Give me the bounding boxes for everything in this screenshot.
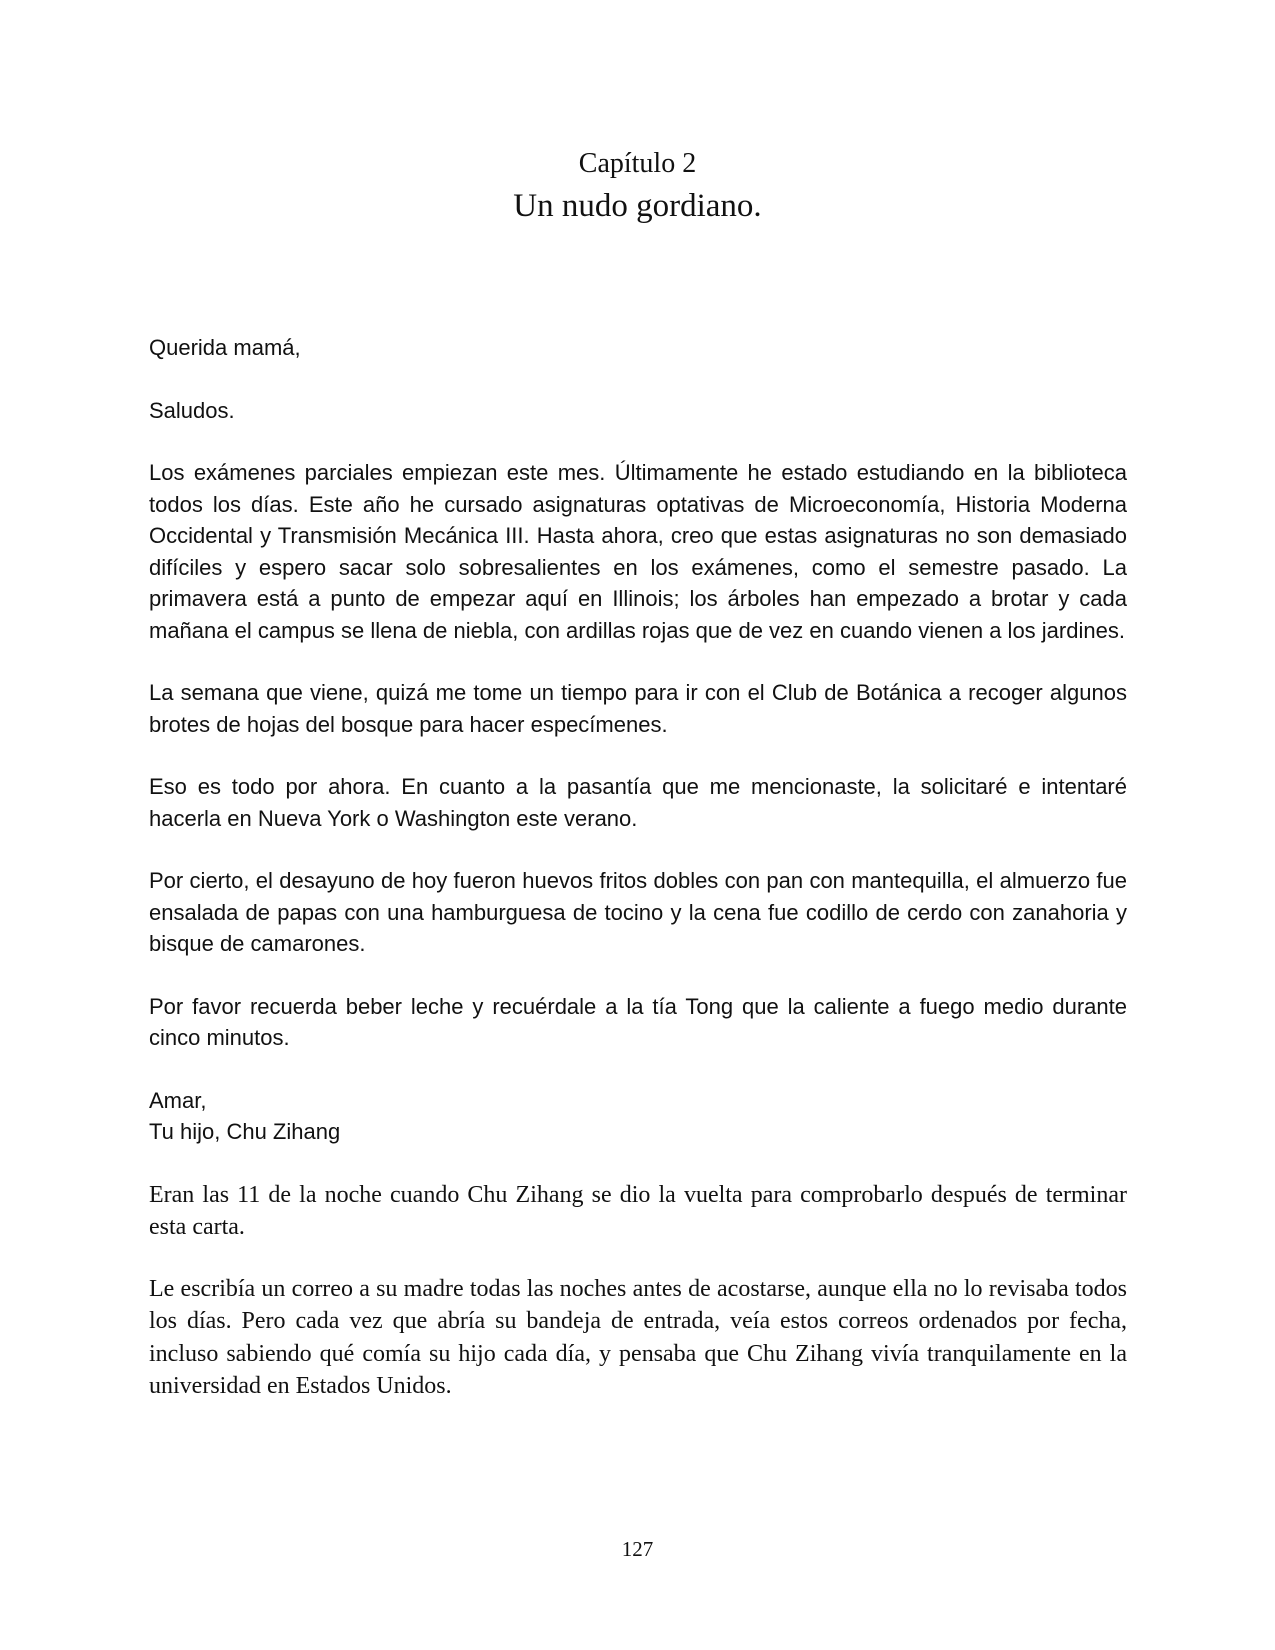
letter-closing-block [149,1085,1127,1148]
narrative-paragraph: Le escribía un correo a su madre todas las noches antes de acostarse, aunque ella no lo revisaba todos los días. Pero cada vez que abría su bandeja de entrada, veía estos correos ordenados por fecha, incluso sabiendo qué comía su hijo cada día, y pensaba que Chu Zihang vivía tranquilamente en la universidad en Estados Unidos. [149,1275,1127,1399]
letter-paragraph: Eso es todo por ahora. En cuanto a la pasantía que me mencionaste, la solicitaré e intentaré hacerla en Nueva York o Washington este verano. [149,774,1127,831]
letter-closing: Amar, [149,1087,207,1113]
page-body [149,332,1127,1432]
letter-paragraph: Por cierto, el desayuno de hoy fueron huevos fritos dobles con pan con mantequilla, el almuerzo fue ensalada de papas con una hamburguesa de tocino y la cena fue codillo de cerdo con zanahoria y bisque de camarones. [149,868,1127,956]
letter [149,332,1127,1148]
letter-greeting: Querida mamá, [149,335,301,360]
letter-salutation: Saludos. [149,397,235,423]
letter-paragraph: Los exámenes parciales empiezan este mes. Últimamente he estado estudiando en la biblioteca todos los días. Este año he cursado asignaturas optativas de Microeconomía, Historia Moderna Occidental y Transmisión Mecánica III. Hasta ahora, creo que estas asignaturas no son demasiado difíciles y espero sacar solo sobresalientes en los exámenes, como el semestre pasado. La primavera está a punto de empezar aquí en Illinois; los árboles han empezado a brotar y cada mañana el campus se llena de niebla, con ardillas rojas que de vez en cuando vienen a los jardines. [149,460,1127,643]
letter-paragraph: La semana que viene, quizá me tome un tiempo para ir con el Club de Botánica a recoger algunos brotes de hojas del bosque para hacer especímenes. [149,680,1127,737]
page-number: 127 [621,1537,654,1561]
chapter-number: Capítulo 2 [578,148,697,179]
chapter-title: Un nudo gordiano. [513,188,762,224]
letter-signature: Tu hijo, Chu Zihang [149,1119,341,1144]
letter-paragraph: Por favor recuerda beber leche y recuérdale a la tía Tong que la caliente a fuego medio durante cinco minutos. [149,993,1127,1050]
narrative-paragraph: Eran las 11 de la noche cuando Chu Zihang se dio la vuelta para comprobarlo después de terminar esta carta. [149,1181,1127,1240]
narrative [149,1179,1127,1403]
